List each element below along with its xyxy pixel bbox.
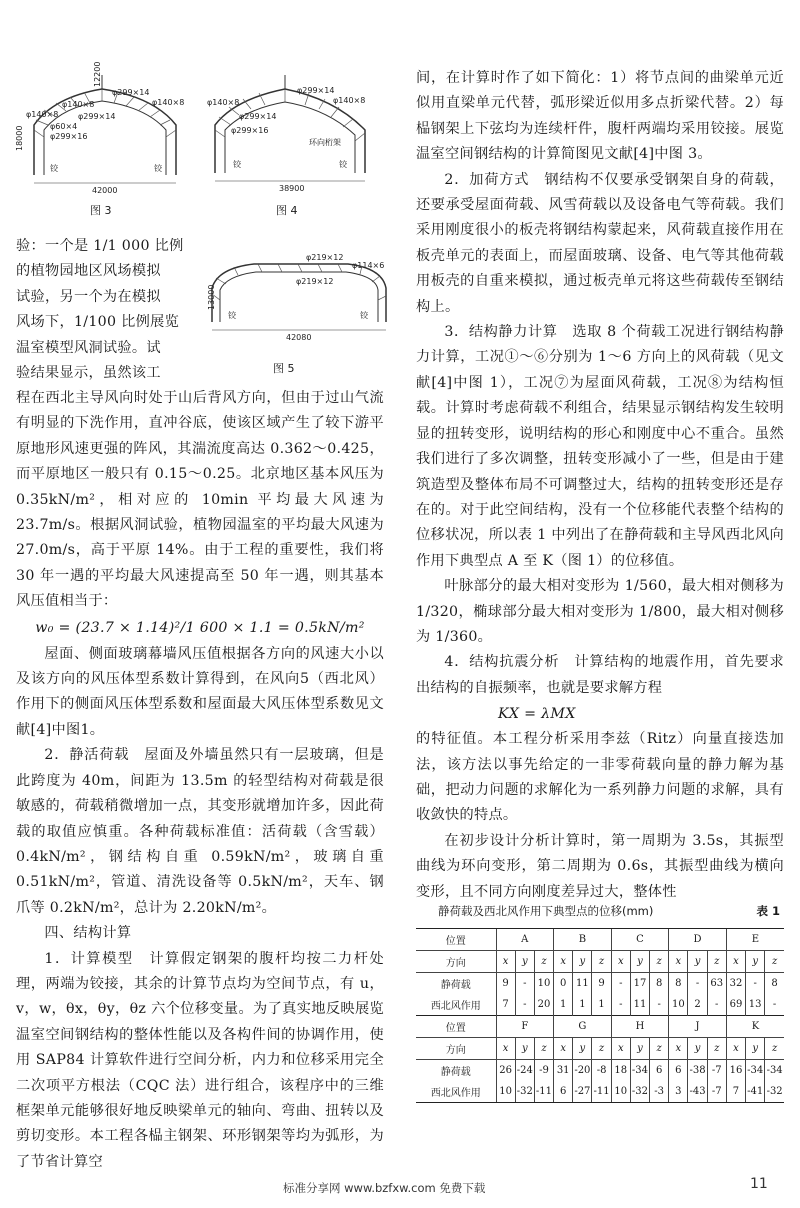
axis-header: x [611,1038,630,1060]
table-cell: - [611,994,630,1016]
fig3-dim-top: 12200 [93,61,102,87]
figure-5 [198,250,398,345]
figure-5-caption: 图 5 [273,362,295,375]
table-cell: -24 [515,1060,534,1082]
fig3-label: φ60×4 [50,122,78,131]
table-cell: 32 [726,973,745,995]
section-heading: 四、结构计算 [44,925,132,942]
table-cell: 6 [669,1060,688,1082]
table-cell: 20 [534,994,553,1016]
axis-header: y [573,1038,592,1060]
table-cell: -32 [765,1081,784,1103]
fig3-label: φ299×14 [112,88,150,97]
axis-header: y [746,951,765,973]
table-cell: -41 [746,1081,765,1103]
figure-3-caption: 图 3 [90,204,112,217]
fig3-hinge-left: 铰 [50,164,58,173]
fig3-dim-height: 18000 [15,125,24,151]
table-cell: - [746,973,765,995]
point-header: D [669,929,727,951]
table-cell: -7 [707,1081,726,1103]
fig5-dim-height: 13000 [207,284,216,310]
table-cell: - [611,973,630,995]
table-cell: 2 [688,994,707,1016]
left-wrap-text [16,234,196,386]
fig3-dim-width: 42000 [92,186,118,195]
fig4-label: φ140×8 [333,96,366,105]
paragraph: 屋面、侧面玻璃幕墙风压值根据各方向的风速大小以及该方向的风压体型系数计算得到，在风向5（西北风）作用下的侧面风压体型系数和屋面最大风压体型系数见文献[4]中图1。 [16,645,384,738]
table-cell: -43 [688,1081,707,1103]
table-cell: 69 [726,994,745,1016]
right-column [416,66,784,905]
table-cell: 0 [554,973,573,995]
table-cell: 31 [554,1060,573,1082]
table-cell: 10 [669,994,688,1016]
fig4-label: φ299×14 [239,112,277,121]
table-cell: 8 [650,973,669,995]
paragraph: 程在西北主导风向时处于山后背风方向，但由于过山气流有明显的下洗作用，直冲谷底，使该区域产生了较下游平原地形风速更强的阵风，其湍流度高达 0.362～0.425，而平原地区一般只有 0.15～0.25。北京地区基本风压为 0.35kN/m²，相对应的 10min 平均最大风速为 23.7m/s。根据风洞试验，植物园温室的平均最大风速为 27.0m/s，高于平原 14%。由于工程的重要性，我们将 30 年一遇的平均最大风速提高至 50 年一遇，则其基本风压值相当于： [16,390,384,610]
point-header: F [496,1016,554,1038]
row-label: 西北风作用 [430,1001,481,1012]
direction-header: 方向 [416,951,496,973]
table-cell: -27 [573,1081,592,1103]
axis-header: z [707,1038,726,1060]
table-cell: 7 [726,1081,745,1103]
fig5-hinge-left: 铰 [228,311,236,320]
equation-eigen: KX = λMX [498,706,576,723]
direction-header: 方向 [416,1038,496,1060]
table-title: 静荷载及西北风作用下典型点的位移(mm) [438,904,654,918]
axis-header: z [650,951,669,973]
paragraph: 的特征值。本工程分析采用李兹（Ritz）向量直接迭加法，该方法以事先给定的一非零荷载向量的静力解为基础，把动力问题的求解化为一系列静力问题的求解，具有收敛快的特点。 [416,731,784,824]
axis-header: y [688,1038,707,1060]
fig4-dim-width: 38900 [279,184,305,193]
table-row [416,973,784,995]
table-cell: 18 [611,1060,630,1082]
point-header: K [726,1016,784,1038]
table-cell: - [515,994,534,1016]
figure-3-drawing [14,61,194,195]
axis-header: z [592,1038,611,1060]
fig4-label: φ140×8 [207,98,240,107]
axis-header: y [573,951,592,973]
fig5-label: φ219×12 [306,253,344,262]
axis-header: z [534,951,553,973]
paragraph: 叶脉部分的最大相对变形为 1/560，最大相对侧移为 1/320，椭球部分最大相对变形为 1/800，最大相对侧移为 1/360。 [416,578,784,645]
table-cell: 7 [496,994,515,1016]
axis-header: z [650,1038,669,1060]
table-cell: 1 [554,994,573,1016]
table-cell: 1 [573,994,592,1016]
left-column [16,386,384,1175]
table-title-row [416,903,784,919]
position-header: 位置 [416,929,496,951]
table-cell: 6 [554,1081,573,1103]
displacement-table [416,928,784,1103]
point-header: B [554,929,612,951]
axis-header: x [669,951,688,973]
row-label: 静荷载 [440,1067,471,1078]
table-row [416,1016,784,1038]
paragraph: 在初步设计分析计算时，第一周期为 3.5s，其振型曲线为环向变形，第二周期为 0.6s，其振型曲线为横向变形，且不同方向刚度差异过大，整体性 [416,832,784,900]
table-cell: - [650,994,669,1016]
axis-header: z [592,951,611,973]
paragraph: 2．加荷方式 钢结构不仅要承受钢架自身的荷载，还要承受屋面荷载、风雪荷载以及设备电气等荷载。我们采用刚度很小的板壳将钢结构蒙起来，风荷载直接作用在板壳单元的表面上，而屋面玻璃、设备、电气等其他荷载用板壳的自重来模拟，通过板壳单元将这些荷载传至钢结构上。 [416,171,784,315]
figure-3 [14,61,194,195]
figure-4-caption: 图 4 [276,204,298,217]
table-cell: - [765,994,784,1016]
table-cell: - [515,973,534,995]
table-cell: 8 [669,973,688,995]
table-cell: 8 [765,973,784,995]
fig3-label: φ299×14 [78,112,116,121]
table-cell: 26 [496,1060,515,1082]
table-cell: -7 [707,1060,726,1082]
axis-header: x [496,1038,515,1060]
table-cell: 3 [669,1081,688,1103]
fig4-hinge-right: 铰 [339,160,347,169]
text-line: 验结果显示，虽然该工 [16,365,161,382]
table-row [416,1038,784,1060]
point-header: H [611,1016,669,1038]
table-cell: 9 [592,973,611,995]
paragraph: 2．静活荷载 屋面及外墙虽然只有一层玻璃，但是此跨度为 40m，间距为 13.5m 的轻型结构对荷载是很敏感的，荷载稍微增加一点，其变形就增加许多，因此荷载的取值应慎重。各种荷载标准值：活荷载（含雪载）0.4kN/m²，钢结构自重 0.59kN/m²，玻璃自重 0.51kN/m²，管道、清洗设备等 0.5kN/m²，天车、钢爪等 0.2kN/m²，总计为 2.20kN/m²。 [16,747,384,916]
text-line: 温室模型风洞试验。试 [16,339,161,356]
axis-header: y [630,1038,649,1060]
axis-header: x [726,951,745,973]
axis-header: x [611,951,630,973]
table-cell: 10 [496,1081,515,1103]
table-cell: -32 [630,1081,649,1103]
axis-header: x [554,1038,573,1060]
table-cell: -8 [592,1060,611,1082]
figure-5-drawing [198,250,398,345]
axis-header: y [515,951,534,973]
fig3-label: φ140×8 [26,110,59,119]
page-number: 11 [750,1176,768,1192]
table-cell: -20 [573,1060,592,1082]
table-cell: 16 [726,1060,745,1082]
table [416,928,784,1103]
axis-header: y [630,951,649,973]
table-row [416,1060,784,1082]
table-cell: 13 [746,994,765,1016]
table-cell: -11 [534,1081,553,1103]
paragraph: 4．结构抗震分析 计算结构的地震作用，首先要求出结构的自振频率，也就是要求解方程 [416,654,784,696]
fig4-label: φ299×16 [231,126,269,135]
row-label: 西北风作用 [416,1081,496,1103]
table-row [416,929,784,951]
text-line: 风场下，1/100 比例展览 [16,314,180,331]
table-cell: - [707,994,726,1016]
axis-header: z [765,951,784,973]
axis-header: x [669,1038,688,1060]
paragraph: 1．计算模型 计算假定钢架的腹杆均按二力杆处理，两端为铰接，其余的计算节点均为空间节点，有 u，v，w，θx，θy，θz 六个位移变量。为了真实地反映展览温室空间钢结构的整体性能以及各构件间的协调作用，使用 SAP84 计算软件进行空间分析，内力和位移采用完全二次项平方根法（CQC 法）进行组合，该程序中的三维框架单元能够很好地反映梁单元的轴向、弯曲、扭转以及剪切变形。本工程各榀主钢架、环形钢架等均为弧形，为了节省计算空 [16,950,384,1170]
fig4-label: φ299×14 [297,86,335,95]
axis-header: x [554,951,573,973]
table-cell: 1 [592,994,611,1016]
table-cell: -11 [592,1081,611,1103]
table-label: 表 1 [756,904,780,918]
axis-header: z [765,1038,784,1060]
table-cell: -34 [746,1060,765,1082]
table-cell: -9 [534,1060,553,1082]
table-cell: 17 [630,973,649,995]
table-cell: -3 [650,1081,669,1103]
point-header: J [669,1016,727,1038]
fig5-label: φ219×12 [296,277,334,286]
point-header: C [611,929,669,951]
fig3-label: φ140×8 [62,100,95,109]
axis-header: x [496,951,515,973]
text-line: 的植物园地区风场模拟 [16,263,161,280]
axis-header: z [707,951,726,973]
fig5-label: φ114×6 [352,261,385,270]
figure-4 [205,75,385,195]
row-label: 静荷载 [440,980,471,991]
paragraph: 间，在计算时作了如下简化：1）将节点间的曲梁单元近似用直梁单元代替，弧形梁近似用多点折梁代替。2）每榀钢架上下弦均为连续杆件，腹杆两端均采用铰接。展览温室空间钢结构的计算简图见文献[4]中图 3。 [416,70,784,163]
axis-header: y [746,1038,765,1060]
fig5-hinge-right: 铰 [360,311,368,320]
axis-header: y [688,951,707,973]
axis-header: z [534,1038,553,1060]
footer-site: 标准分享网 www.bzfxw.com 免费下载 [283,1181,486,1195]
table-cell: -34 [630,1060,649,1082]
axis-header: y [515,1038,534,1060]
fig4-label: 环向桁架 [309,138,341,147]
table-cell: -34 [765,1060,784,1082]
figure-4-drawing [205,75,385,195]
table-row [416,951,784,973]
table-cell: - [688,973,707,995]
table-cell: 9 [496,973,515,995]
table-row [416,994,784,1016]
equation-wind-pressure: w₀ = (23.7 × 1.14)²/1 600 × 1.1 = 0.5kN/m² [35,619,365,636]
table-cell: 11 [630,994,649,1016]
table-cell: 10 [611,1081,630,1103]
paragraph: 3．结构静力计算 选取 8 个荷载工况进行钢结构静力计算，工况①～⑥分别为 1～6 方向上的风荷载（见文献[4]中图 1），工况⑦为屋面风荷载，工况⑧为结构恒载。计算时考虑荷载不利组合，结果显示钢结构发生较明显的扭转变形，说明结构的形心和刚度中心不重合。虽然我们进行了多次调整，扭转变形减小了一些，但是由于建筑造型及整体布局不可调整过大，结构的扭转变形还是存在的。对于此空间结构，没有一个位移能代表整个结构的位移状况，所以表 1 中列出了在静荷载和主导风西北风向作用下典型点 A 至 K（图 1）的位移值。 [416,324,784,569]
fig3-label: φ140×8 [152,98,185,107]
position-header: 位置 [416,1016,496,1038]
point-header: G [554,1016,612,1038]
table-cell: 10 [534,973,553,995]
fig3-hinge-right: 铰 [154,164,162,173]
table-cell: 11 [573,973,592,995]
table-cell: 6 [650,1060,669,1082]
table-cell: 63 [707,973,726,995]
point-header: E [726,929,784,951]
table-cell: -38 [688,1060,707,1082]
fig3-label: φ299×16 [50,132,88,141]
text-line: 试验，另一个为在模拟 [16,288,161,305]
point-header: A [496,929,554,951]
axis-header: x [726,1038,745,1060]
table-cell: -32 [515,1081,534,1103]
text-line: 验：一个是 1/1 000 比例 [16,238,184,254]
fig5-dim-width: 42080 [286,333,312,342]
table-row [416,1081,784,1103]
fig4-hinge-left: 铰 [233,160,241,169]
